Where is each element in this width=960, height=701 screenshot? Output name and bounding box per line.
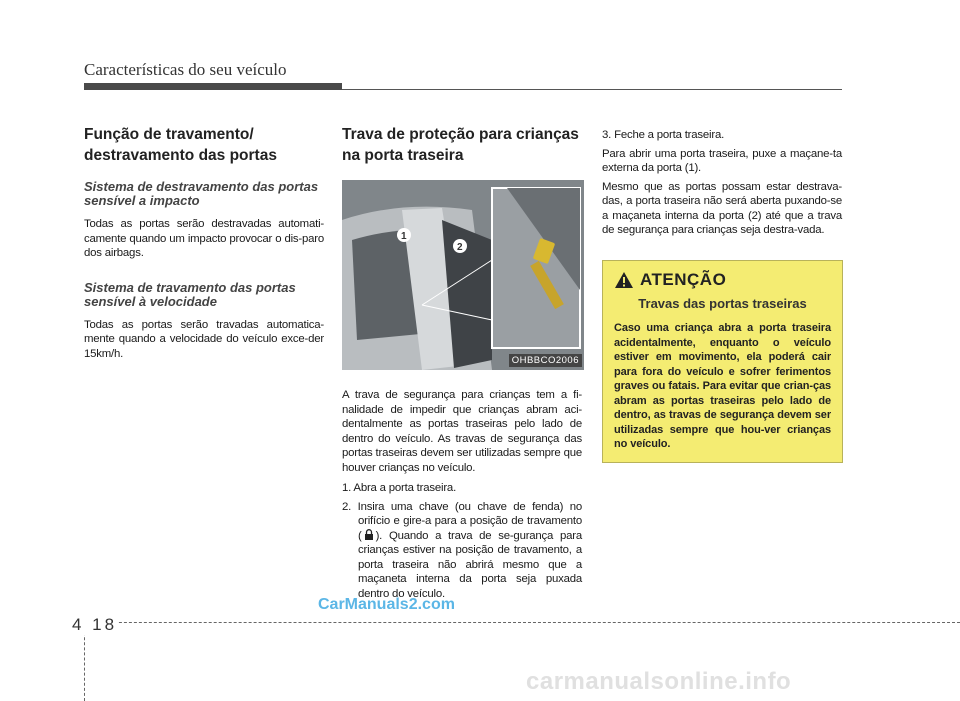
warning-body: Caso uma criança abra a porta traseira acidentalmente, enquanto o veículo estiver em movimento, ela poderá cair para fora do veículo e sofrer ferimentos graves ou fatais. Para evitar que crian-ças abram as portas traseiras pelo lado de dentro, as travas de segurança devem ser utilizadas sempre que hou-ver crianças no veículo. — [614, 322, 831, 450]
warning-title: ATENÇÃO — [640, 270, 727, 289]
car-door-illustration — [342, 180, 584, 370]
footer-rule — [84, 622, 960, 623]
warning-box — [602, 260, 843, 463]
subheading-speed-lock: Sistema de travamento das portas sensível à velocidade — [84, 279, 296, 309]
image-code: OHBBCO2006 — [509, 354, 582, 367]
step-2-text-b: ). Quando a trava de se-gurança para crianças estiver na posição de travamento, a porta traseira não abrirá mesmo que a maçaneta interna da porta seja puxada dentro do veículo. — [358, 529, 582, 600]
callout-1-label: 1 — [401, 231, 407, 242]
column-left — [84, 124, 324, 365]
child-lock-photo — [342, 180, 584, 370]
page-header-title: Características do seu veículo — [84, 60, 287, 79]
paragraph-child-lock-intro: A trava de segurança para crianças tem a fi-nalidade de impedir que crianças abram aci-dentalmente as portas traseiras pelo lado de dentro do veículo. As travas de segurança das portas traseiras devem ser utilizadas sempre que houver crianças no veículo. — [342, 389, 582, 474]
section-heading-locking: Função de travamento/ destravamento das portas — [84, 126, 277, 164]
header-bar — [84, 83, 342, 90]
warning-subtitle: Travas das portas traseiras — [638, 296, 807, 311]
lock-icon — [364, 529, 374, 540]
step-2-text-a: 2. Insira uma chave (ou chave de fenda) no orifício e gire-a para a posição de travamento ( — [342, 500, 582, 542]
paragraph-impact-unlock: Todas as portas serão destravadas automati-camente quando um impacto provocar o dis-paro dos airbags. — [84, 218, 324, 259]
warning-header — [614, 270, 831, 290]
header-rule — [342, 89, 842, 90]
child-lock-steps — [342, 481, 582, 601]
paragraph-speed-lock: Todas as portas serão travadas automatica-mente quando a velocidade do veículo exce-der 15km/h. — [84, 318, 324, 360]
step-2 — [342, 500, 582, 602]
warning-triangle-icon — [614, 271, 634, 289]
paragraph-outside-handle: Para abrir uma porta traseira, puxe a maçane-ta externa da porta (1). — [602, 147, 842, 174]
watermark-top: CarManuals2.com — [318, 596, 455, 613]
callout-2-label: 2 — [457, 242, 463, 253]
subheading-impact-unlock: Sistema de destravamento das portas sensível a impacto — [84, 179, 319, 208]
paragraph-inside-handle: Mesmo que as portas possam estar destrava-das, a porta traseira não será aberta puxando-se a maçaneta interna da porta (2) até que a trava de segurança para crianças seja destra-vada. — [602, 180, 842, 236]
step-1: 1. Abra a porta traseira. — [342, 482, 457, 494]
step-3: 3. Feche a porta traseira. — [602, 129, 725, 141]
column-middle — [342, 124, 582, 605]
section-heading-child-lock: Trava de proteção para crianças na porta traseira — [342, 126, 579, 164]
page-number: 4 18 — [72, 615, 118, 634]
column-right — [602, 128, 842, 242]
watermark-bottom: carmanualsonline.info — [526, 668, 792, 695]
